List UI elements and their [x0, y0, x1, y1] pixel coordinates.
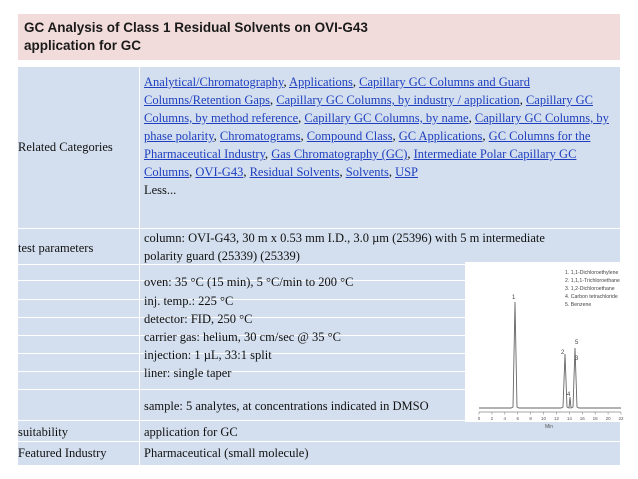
carrier-gas-parameter: carrier gas: helium, 30 cm/sec @ 35 °C [144, 330, 342, 344]
row-divider [18, 441, 620, 442]
x-tick-label: 16 [579, 416, 585, 421]
category-link[interactable]: Chromatograms [219, 129, 301, 143]
page-title-line2: application for GC [24, 38, 142, 53]
less-toggle[interactable]: Less... [144, 183, 177, 197]
category-link[interactable]: Intermediate Polar Capillary GC Columns [144, 147, 577, 179]
x-tick-label: 0 [477, 416, 481, 421]
related-categories-value: Analytical/Chromatography, Applications, Capillary GC Columns and Guard Columns/Retention Gaps, Capillary GC Columns, by industry / application, Capillary GC Columns, by method reference, Capillary GC Columns, by name, Capillary GC Columns, by phase polarity, Chromatograms, Compound Class, GC Applications, GC Columns for the Pharmaceutical Industry, Gas Chromatography (GC), Intermediate Polar Capillary GC Columns, OVI-G43, Residual Solvents, Solvents, USP Less... [144, 73, 614, 199]
inj-temp-parameter: inj. temp.: 225 °C [144, 294, 234, 308]
category-link[interactable]: Compound Class [306, 129, 393, 143]
column-parameter [144, 229, 614, 265]
x-tick-label: 22 [618, 416, 624, 421]
x-tick-label: 14 [566, 416, 572, 421]
injection-parameter: injection: 1 µL, 33:1 split [144, 348, 272, 362]
featured-industry-value: Pharmaceutical (small molecule) [144, 446, 309, 460]
featured-industry-label: Featured Industry [18, 446, 107, 460]
x-tick-label: 18 [592, 416, 598, 421]
x-tick-label: 2 [490, 416, 494, 421]
peak-label: 5 [575, 340, 579, 346]
category-link[interactable]: Solvents [345, 165, 389, 179]
related-categories-label: Related Categories [18, 140, 113, 154]
peak-label: 1 [512, 295, 516, 301]
category-link[interactable]: Analytical/Chromatography [144, 75, 284, 89]
legend-entry: 4. Carbon tetrachloride [565, 294, 618, 300]
suitability-label: suitability [18, 425, 68, 439]
test-parameters-label: test parameters [18, 241, 94, 255]
page-title-line1: GC Analysis of Class 1 Residual Solvents on OVI-G43 [24, 20, 368, 35]
chromatogram-trace [479, 302, 621, 408]
category-link[interactable]: Capillary GC Columns and Guard Columns/Retention Gaps [144, 75, 530, 107]
peak-label: 4 [567, 392, 571, 398]
column-divider [139, 67, 140, 465]
legend-entry: 2. 1,1,1-Trichloroethane [565, 278, 620, 284]
liner-parameter: liner: single taper [144, 366, 232, 380]
column-line2: polarity guard (25339) (25339) [144, 249, 300, 263]
x-tick-label: 4 [503, 416, 507, 421]
legend-entry: 3. 1,2-Dichloroethane [565, 286, 615, 292]
chromatogram-plot [465, 262, 624, 430]
suitability-value: application for GC [144, 425, 238, 439]
x-tick-label: 8 [529, 416, 532, 421]
category-link[interactable]: Capillary GC Columns, by phase polarity [144, 111, 609, 143]
category-link[interactable]: GC Applications [398, 129, 483, 143]
category-link[interactable]: Capillary GC Columns, by industry / application [276, 93, 520, 107]
category-link[interactable]: Residual Solvents [249, 165, 340, 179]
category-link[interactable]: USP [395, 165, 419, 179]
title-banner [18, 14, 620, 60]
peak-label: 2 [561, 350, 565, 356]
category-link[interactable]: Capillary GC Columns, by name [304, 111, 469, 125]
legend-entry: 5. Benzene [565, 302, 592, 308]
category-link[interactable]: OVI-G43 [195, 165, 244, 179]
x-tick-label: 20 [605, 416, 611, 421]
x-tick-label: 6 [516, 416, 519, 421]
detector-parameter: detector: FID, 250 °C [144, 312, 253, 326]
x-tick-label: 10 [541, 416, 547, 421]
sample-parameter: sample: 5 analytes, at concentrations indicated in DMSO [144, 399, 429, 413]
category-link[interactable]: Gas Chromatography (GC) [271, 147, 408, 161]
category-link[interactable]: Applications [289, 75, 353, 89]
x-axis-label: Min [544, 424, 554, 430]
x-tick-label: 12 [553, 416, 559, 421]
x-axis-ticks [478, 412, 624, 421]
category-link[interactable]: GC Columns for the Pharmaceutical Industry [144, 129, 591, 161]
peak-label: 3 [575, 356, 579, 362]
legend-entry: 1. 1,1-Dichloroethylene [565, 270, 619, 276]
page-title [24, 19, 368, 55]
column-line1: column: OVI-G43, 30 m x 0.53 mm I.D., 3.0 µm (25396) with 5 m intermediate [144, 231, 545, 245]
oven-parameter: oven: 35 °C (15 min), 5 °C/min to 200 °C [144, 275, 354, 289]
chromatogram-figure [465, 262, 624, 430]
category-link[interactable]: Capillary GC Columns, by method reference [144, 93, 593, 125]
